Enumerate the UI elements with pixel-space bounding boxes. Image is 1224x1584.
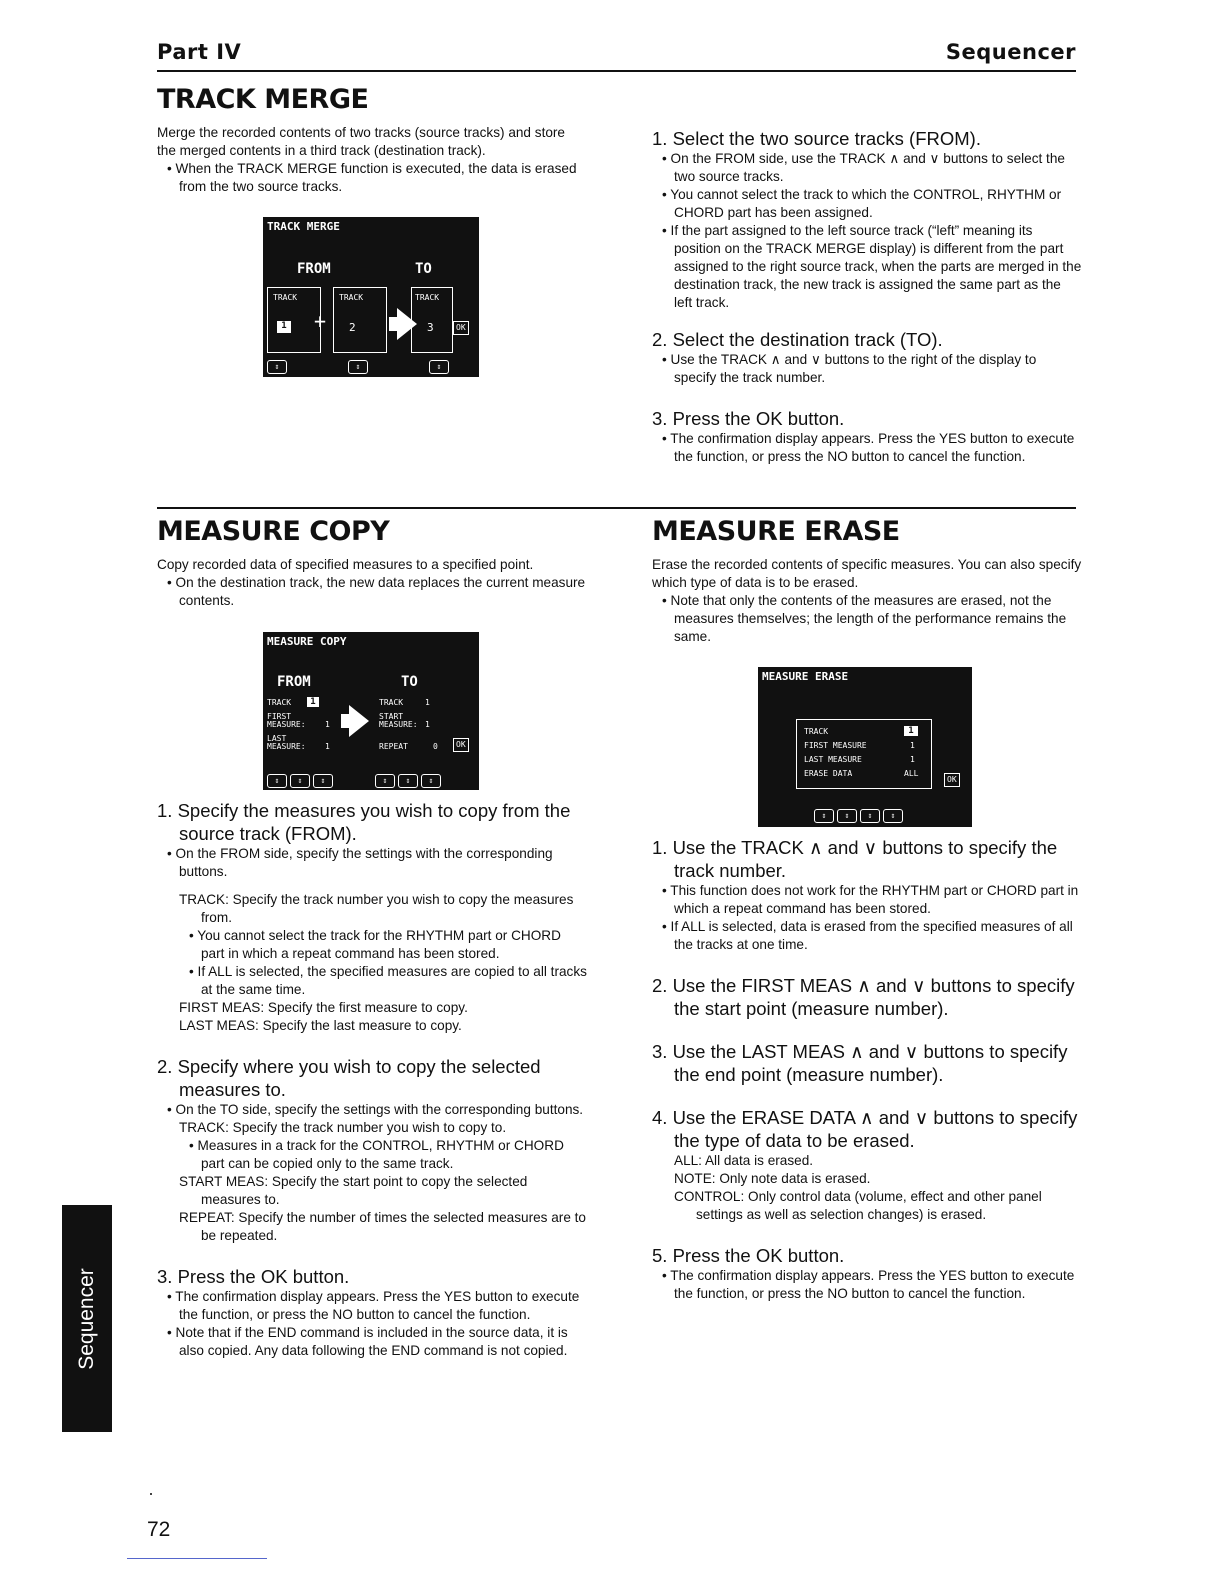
track-merge-src1-label: TRACK: [273, 293, 298, 302]
track-merge-step3-title: 3. Press the OK button.: [652, 408, 845, 429]
section-label: Sequencer: [945, 40, 1076, 64]
track-merge-src2-label: TRACK: [339, 293, 364, 302]
track-merge-step1-title: 1. Select the two source tracks (FROM).: [652, 128, 981, 149]
copy-updown-6-icon[interactable]: ⇕: [421, 774, 441, 788]
copy-step1-first: FIRST MEAS: Specify the first measure to copy.: [179, 1000, 468, 1015]
copy-repeat-value: 0: [433, 742, 438, 751]
copy-last-measure-label: MEASURE:: [267, 742, 306, 751]
erase-step4-title: 4. Use the ERASE DATA ∧ and ∨ buttons to specify the type of data to be erased.: [652, 1107, 1078, 1151]
track-merge-display: [263, 217, 479, 377]
erase-updown-2-icon[interactable]: ⇕: [837, 809, 857, 823]
erase-last-value: 1: [910, 755, 915, 764]
erase-first-value: 1: [910, 741, 915, 750]
copy-to-track-label: TRACK: [379, 698, 404, 707]
erase-last-label: LAST MEASURE: [804, 755, 862, 764]
track-merge-steps: [652, 127, 1082, 466]
track-merge-src2-value: 2: [349, 321, 356, 334]
erase-updown-1-icon[interactable]: ⇕: [814, 809, 834, 823]
copy-step1-last: LAST MEAS: Specify the last measure to copy.: [179, 1018, 462, 1033]
copy-first-measure-label: MEASURE:: [267, 720, 306, 729]
copy-from-track-label: TRACK: [267, 698, 292, 707]
copy-step1-track-b1: • You cannot select the track for the RHYTHM part or CHORD part in which a repeat command has been stored.: [189, 928, 561, 961]
erase-step4-all: ALL: All data is erased.: [674, 1153, 814, 1168]
track-merge-updown-1-icon[interactable]: ⇕: [267, 360, 287, 374]
copy-first-value: 1: [325, 720, 330, 729]
side-tab-label: Sequencer: [75, 1267, 98, 1370]
erase-step1-b1: • This function does not work for the RHYTHM part or CHORD part in which a repeat command has been stored.: [662, 883, 1079, 916]
track-merge-step2-b1: • Use the TRACK ∧ and ∨ buttons to the right of the display to specify the track number.: [662, 352, 1037, 385]
measure-erase-steps: [652, 836, 1082, 1303]
copy-step2-title: 2. Specify where you wish to copy the selected measures to.: [157, 1056, 541, 1100]
erase-step4-note: NOTE: Only note data is erased.: [674, 1171, 871, 1186]
copy-updown-4-icon[interactable]: ⇕: [375, 774, 395, 788]
measure-copy-to-label: TO: [401, 674, 418, 690]
erase-step1-title: 1. Use the TRACK ∧ and ∨ buttons to specify the track number.: [652, 837, 1058, 881]
measure-erase-intro-block: [652, 556, 1082, 646]
measure-erase-display-title: MEASURE ERASE: [762, 670, 849, 683]
track-merge-from-label: FROM: [297, 261, 331, 277]
track-merge-intro: Merge the recorded contents of two tracks (source tracks) and store the merged contents in a third track (destination track).: [157, 125, 565, 158]
copy-from-track-value: 1: [307, 697, 319, 707]
page-number: 72: [147, 1518, 171, 1541]
track-merge-step1-b2: • You cannot select the track to which the CONTROL, RHYTHM or CHORD part has been assigned.: [662, 187, 1062, 220]
copy-updown-5-icon[interactable]: ⇕: [398, 774, 418, 788]
measure-copy-from-label: FROM: [277, 674, 311, 690]
erase-track-value: 1: [904, 726, 918, 736]
track-merge-dst-value: 3: [427, 321, 434, 334]
copy-updown-2-icon[interactable]: ⇕: [290, 774, 310, 788]
track-merge-src1-value: 1: [277, 321, 291, 333]
copy-first-label: FIRST: [267, 712, 292, 721]
copy-step2-repeat: REPEAT: Specify the number of times the selected measures are to be repeated.: [179, 1210, 586, 1243]
erase-step3-title: 3. Use the LAST MEAS ∧ and ∨ buttons to specify the end point (measure number).: [652, 1041, 1068, 1085]
track-merge-to-label: TO: [415, 261, 432, 277]
footer-rule: [127, 1558, 267, 1559]
track-merge-ok-button[interactable]: OK: [453, 321, 469, 335]
copy-repeat-label: REPEAT: [379, 742, 408, 751]
track-merge-intro-block: [157, 124, 587, 196]
track-merge-title: TRACK MERGE: [157, 84, 369, 115]
copy-step2-track: TRACK: Specify the track number you wish to copy to.: [179, 1120, 507, 1135]
measure-copy-display: [263, 632, 479, 790]
track-merge-dst-label: TRACK: [415, 293, 440, 302]
measure-copy-display-title: MEASURE COPY: [267, 635, 347, 648]
erase-track-label: TRACK: [804, 727, 829, 736]
copy-start-label: START: [379, 712, 404, 721]
copy-step3-title: 3. Press the OK button.: [157, 1266, 350, 1287]
measure-erase-intro: Erase the recorded contents of specific measures. You can also specify which type of data is to be erased.: [652, 557, 1082, 590]
part-label: Part IV: [157, 40, 242, 64]
copy-step3-b2: • Note that if the END command is included in the source data, it is also copied. Any data following the END command is not copied.: [167, 1325, 568, 1358]
copy-step1-track: TRACK: Specify the track number you wish to copy the measures from.: [179, 892, 574, 925]
track-merge-note: • When the TRACK MERGE function is executed, the data is erased from the two source tracks.: [167, 161, 577, 194]
section-divider: [157, 507, 1076, 509]
copy-step1-track-b2: • If ALL is selected, the specified measures are copied to all tracks at the same time.: [189, 964, 587, 997]
track-merge-step1-b1: • On the FROM side, use the TRACK ∧ and ∨ buttons to select the two source tracks.: [662, 151, 1065, 184]
copy-to-track-value: 1: [425, 698, 430, 707]
erase-step5-b1: • The confirmation display appears. Press the YES button to execute the function, or press the NO button to cancel the function.: [662, 1268, 1075, 1301]
sequencer-side-tab: [62, 1205, 112, 1432]
track-merge-step3-b1: • The confirmation display appears. Press the YES button to execute the function, or press the NO button to cancel the function.: [662, 431, 1075, 464]
measure-copy-intro: Copy recorded data of specified measures to a specified point.: [157, 557, 534, 572]
measure-erase-ok-button[interactable]: OK: [944, 773, 960, 787]
measure-erase-note: • Note that only the contents of the measures are erased, not the measures themselves; the length of the performance remains the same.: [662, 593, 1067, 644]
erase-updown-4-icon[interactable]: ⇕: [883, 809, 903, 823]
erase-step2-title: 2. Use the FIRST MEAS ∧ and ∨ buttons to specify the start point (measure number).: [652, 975, 1075, 1019]
copy-updown-3-icon[interactable]: ⇕: [313, 774, 333, 788]
copy-updown-1-icon[interactable]: ⇕: [267, 774, 287, 788]
measure-copy-intro-block: [157, 556, 587, 610]
track-merge-step1-b3: • If the part assigned to the left source track (“left” meaning its position on the TRACK MERGE display) is different from the part assigned to the right source track, when the parts are merged in the destination track, the new track is assigned the same part as the left track.: [662, 223, 1082, 310]
track-merge-updown-3-icon[interactable]: ⇕: [429, 360, 449, 374]
erase-updown-3-icon[interactable]: ⇕: [860, 809, 880, 823]
copy-step2-start: START MEAS: Specify the start point to copy the selected measures to.: [179, 1174, 528, 1207]
plus-icon: +: [314, 309, 327, 333]
erase-step4-control: CONTROL: Only control data (volume, effect and other panel settings as well as selection changes) is erased.: [674, 1189, 1042, 1222]
copy-step2-bullet: • On the TO side, specify the settings with the corresponding buttons.: [167, 1102, 584, 1117]
erase-first-label: FIRST MEASURE: [804, 741, 867, 750]
measure-erase-title: MEASURE ERASE: [652, 516, 900, 547]
track-merge-updown-2-icon[interactable]: ⇕: [348, 360, 368, 374]
copy-start-measure-label: MEASURE:: [379, 720, 418, 729]
copy-step2-track-b: • Measures in a track for the CONTROL, RHYTHM or CHORD part can be copied only to the same track.: [189, 1138, 564, 1171]
erase-data-label: ERASE DATA: [804, 769, 853, 778]
measure-copy-title: MEASURE COPY: [157, 516, 390, 547]
header-rule: [157, 70, 1076, 72]
stray-dot: [150, 1493, 152, 1495]
track-merge-step2-title: 2. Select the destination track (TO).: [652, 329, 943, 350]
copy-step1-title: 1. Specify the measures you wish to copy from the source track (FROM).: [157, 800, 571, 844]
copy-last-label: LAST: [267, 734, 287, 743]
copy-last-value: 1: [325, 742, 330, 751]
track-merge-display-title: TRACK MERGE: [267, 220, 340, 233]
measure-copy-note: • On the destination track, the new data replaces the current measure contents.: [167, 575, 586, 608]
copy-start-value: 1: [425, 720, 430, 729]
measure-erase-display: [758, 667, 972, 827]
erase-data-value: ALL: [904, 769, 919, 778]
erase-step5-title: 5. Press the OK button.: [652, 1245, 845, 1266]
copy-step3-b1: • The confirmation display appears. Press the YES button to execute the function, or press the NO button to cancel the function.: [167, 1289, 580, 1322]
erase-step1-b2: • If ALL is selected, data is erased from the specified measures of all the tracks at one time.: [662, 919, 1073, 952]
measure-copy-ok-button[interactable]: OK: [453, 738, 469, 752]
copy-arrow-icon: [349, 705, 369, 737]
copy-step1-bullet: • On the FROM side, specify the settings with the corresponding buttons.: [167, 846, 553, 879]
measure-copy-steps: [157, 799, 587, 1360]
merge-arrow-icon: [397, 308, 417, 340]
